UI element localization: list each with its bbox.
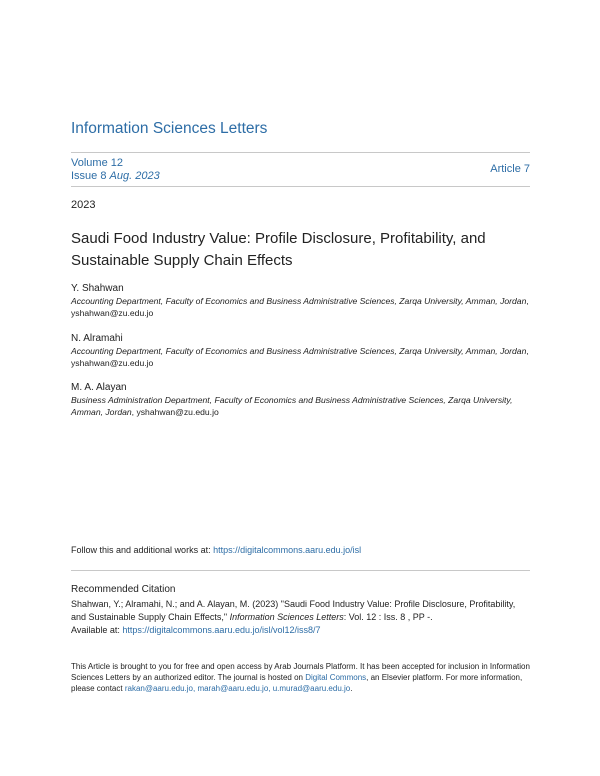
issue-date: Aug. 2023 (109, 169, 160, 182)
divider (71, 570, 530, 571)
publication-year: 2023 (71, 199, 96, 211)
follow-link[interactable]: https://digitalcommons.aaru.edu.jo/isl (213, 545, 362, 555)
follow-line (71, 545, 361, 555)
volume-issue-block (71, 157, 160, 182)
follow-text: Follow this and additional works at: (71, 545, 211, 555)
author-name: M. A. Alayan (71, 382, 127, 393)
issue-link: Issue 8 (71, 169, 107, 182)
volume-link[interactable]: Volume 12 (71, 157, 123, 169)
author-name: Y. Shahwan (71, 283, 124, 294)
article-title: Saudi Food Industry Value: Profile Disclosure, Profitability, and Sustainable Supply Chain Effects (71, 230, 486, 269)
author-email: yshahwan@zu.edu.jo (71, 308, 154, 318)
author-name: N. Alramahi (71, 333, 123, 344)
author-affiliation: Accounting Department, Faculty of Economics and Business Administrative Sciences, Zarqa University, Amman, Jordan, yshahwan@zu.edu.jo (71, 346, 529, 368)
author-block (71, 283, 530, 319)
author-email: yshahwan@zu.edu.jo (71, 358, 154, 368)
divider (71, 186, 530, 187)
author-block (71, 333, 530, 369)
author-affiliation: Accounting Department, Faculty of Economics and Business Administrative Sciences, Zarqa University, Amman, Jordan, yshahwan@zu.edu.jo (71, 296, 529, 318)
access-notice: This Article is brought to you for free and open access by Arab Journals Platform. It has been accepted for inclusion in Information Sciences Letters by an authorized editor. The journal is hosted on Digital Commons, an Elsevier platform. For more information, please contact rakan@aaru.edu.jo, marah@aaru.edu.jo, u.murad@aaru.edu.jo. (71, 662, 530, 693)
contact-emails[interactable]: rakan@aaru.edu.jo, marah@aaru.edu.jo, u.murad@aaru.edu.jo (124, 684, 351, 693)
journal-title[interactable]: Information Sciences Letters (71, 120, 268, 137)
divider (71, 152, 530, 153)
citation-link[interactable]: https://digitalcommons.aaru.edu.jo/isl/vol12/iss8/7 (122, 625, 321, 635)
citation-text: Shahwan, Y.; Alramahi, N.; and A. Alayan, M. (2023) "Saudi Food Industry Value: Profile Disclosure, Profitability, and Sustainable Supply Chain Effects," Information Sciences Letters: Vol. 12 : Iss. 8 , PP -. Available at: https://digitalcommons.aaru.edu.jo/isl/vol12/iss8/7 (71, 599, 516, 635)
recommended-citation-heading: Recommended Citation (71, 584, 176, 595)
issue-line[interactable] (71, 170, 160, 183)
citation-journal: Information Sciences Letters (229, 612, 344, 622)
article-number[interactable]: Article 7 (490, 163, 530, 175)
digital-commons-link[interactable]: Digital Commons (305, 673, 367, 682)
author-block (71, 382, 530, 418)
author-affiliation: Business Administration Department, Faculty of Economics and Business Administrative Sciences, Zarqa University, Amman, Jordan, yshahwan@zu.edu.jo (71, 395, 513, 417)
author-email: yshahwan@zu.edu.jo (136, 407, 219, 417)
